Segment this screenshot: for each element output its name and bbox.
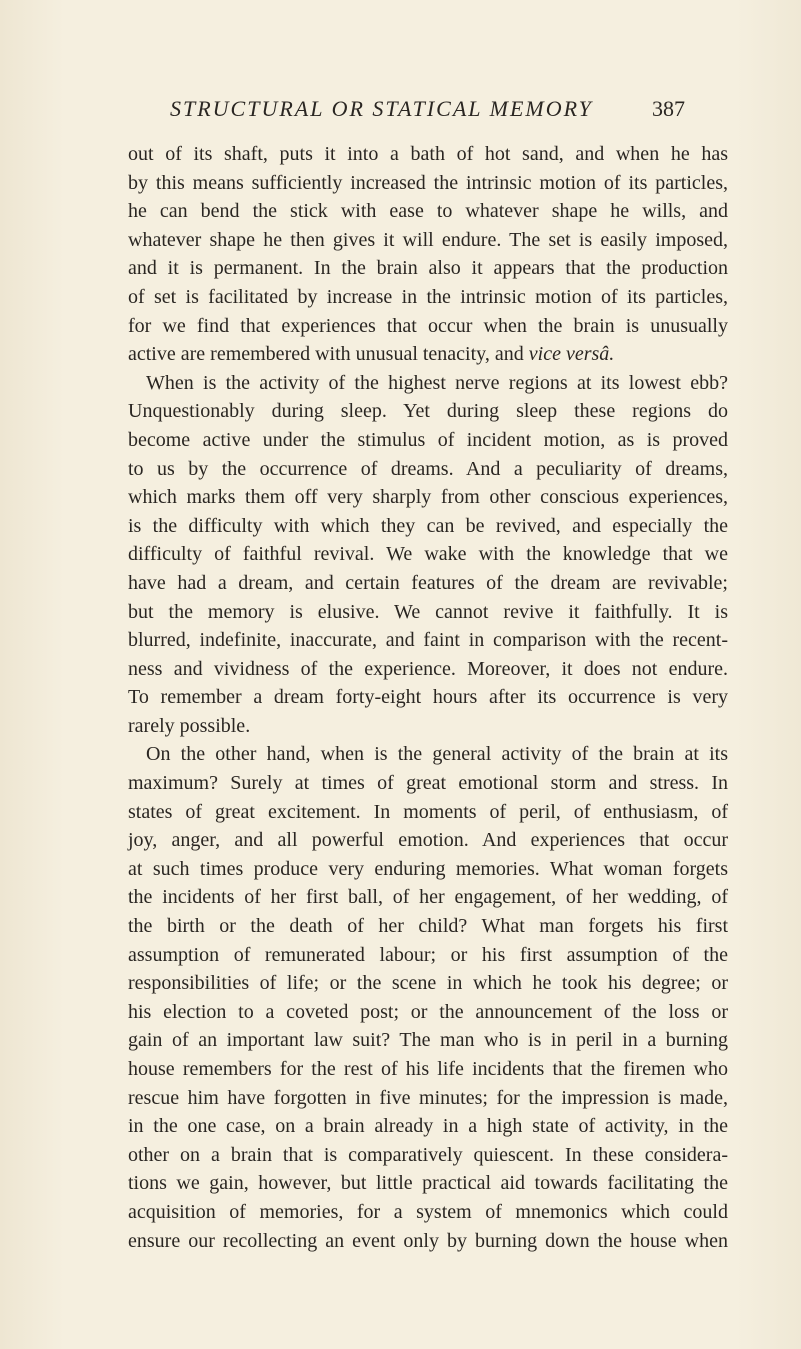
- text-line: he can bend the stick with ease to whatever shape he wills, and: [128, 200, 728, 223]
- text-line: his election to a coveted post; or the announcement of the loss or: [128, 1000, 728, 1023]
- text-line: other on a brain that is comparatively quiescent. In these considera-: [128, 1143, 728, 1166]
- text-line: the incidents of her first ball, of her engagement, of her wedding, of: [128, 886, 728, 909]
- text-line: states of great excitement. In moments of peril, of enthusiasm, of: [128, 800, 728, 823]
- running-title: STRUCTURAL OR STATICAL MEMORY: [170, 96, 593, 121]
- text-line: become active under the stimulus of incident motion, as is proved: [128, 428, 728, 451]
- italic-phrase: vice versâ.: [528, 343, 615, 366]
- text-line: maximum? Surely at times of great emotional storm and stress. In: [128, 772, 728, 795]
- page-number: 387: [652, 96, 685, 121]
- text-line: responsibilities of life; or the scene in which he took his degree; or: [128, 972, 728, 995]
- text-line: and it is permanent. In the brain also it appears that the production: [128, 257, 728, 280]
- text-line: difficulty of faithful revival. We wake with the knowledge that we: [128, 543, 728, 566]
- text-line: out of its shaft, puts it into a bath of hot sand, and when he has: [128, 143, 728, 165]
- text-line: tions we gain, however, but little practical aid towards facilitating the: [128, 1172, 728, 1195]
- text-line-segment: active are remembered with unusual tenacity, and: [128, 343, 524, 366]
- text-line: Unquestionably during sleep. Yet during sleep these regions do: [128, 400, 728, 423]
- body-text: [128, 140, 728, 1255]
- text-line: To remember a dream forty-eight hours after its occurrence is very: [128, 686, 728, 709]
- text-line: for we find that experiences that occur when the brain is unusually: [128, 314, 728, 337]
- text-line-paragraph-start: When is the activity of the highest nerve regions at its lowest ebb?: [146, 371, 728, 394]
- text-line-paragraph-end: rarely possible.: [128, 714, 251, 737]
- text-line: at such times produce very enduring memories. What woman forgets: [128, 857, 728, 880]
- text-line-paragraph-end: [128, 340, 728, 369]
- text-line: but the memory is elusive. We cannot revive it faithfully. It is: [128, 600, 728, 623]
- text-line: gain of an important law suit? The man who is in peril in a burning: [128, 1029, 728, 1052]
- text-line: is the difficulty with which they can be revived, and especially the: [128, 514, 728, 537]
- text-line: joy, anger, and all powerful emotion. And experiences that occur: [128, 829, 728, 852]
- text-line: whatever shape he then gives it will endure. The set is easily imposed,: [128, 228, 728, 251]
- text-line: blurred, indefinite, inaccurate, and faint in comparison with the recent-: [128, 629, 728, 652]
- text-line: house remembers for the rest of his life incidents that the firemen who: [128, 1058, 728, 1080]
- text-line: have had a dream, and certain features of the dream are revivable;: [128, 571, 728, 594]
- text-line: acquisition of memories, for a system of mnemonics which could: [128, 1200, 728, 1223]
- text-line: assumption of remunerated labour; or his first assumption of the: [128, 943, 728, 966]
- text-line: ness and vividness of the experience. Moreover, it does not endure.: [128, 657, 728, 680]
- text-line: by this means sufficiently increased the intrinsic motion of its particles,: [128, 171, 728, 194]
- running-head: [0, 96, 801, 128]
- text-line-paragraph-start: On the other hand, when is the general activity of the brain at its: [146, 743, 728, 766]
- text-line: in the one case, on a brain already in a high state of activity, in the: [128, 1115, 728, 1138]
- text-line: to us by the occurrence of dreams. And a peculiarity of dreams,: [128, 457, 728, 480]
- text-line: of set is facilitated by increase in the intrinsic motion of its particles,: [128, 285, 728, 308]
- text-line: ensure our recollecting an event only by burning down the house when: [128, 1229, 728, 1252]
- text-line: the birth or the death of her child? What man forgets his first: [128, 915, 728, 938]
- text-line: which marks them off very sharply from other conscious experiences,: [128, 486, 728, 509]
- text-line: rescue him have forgotten in five minutes; for the impression is made,: [128, 1086, 728, 1109]
